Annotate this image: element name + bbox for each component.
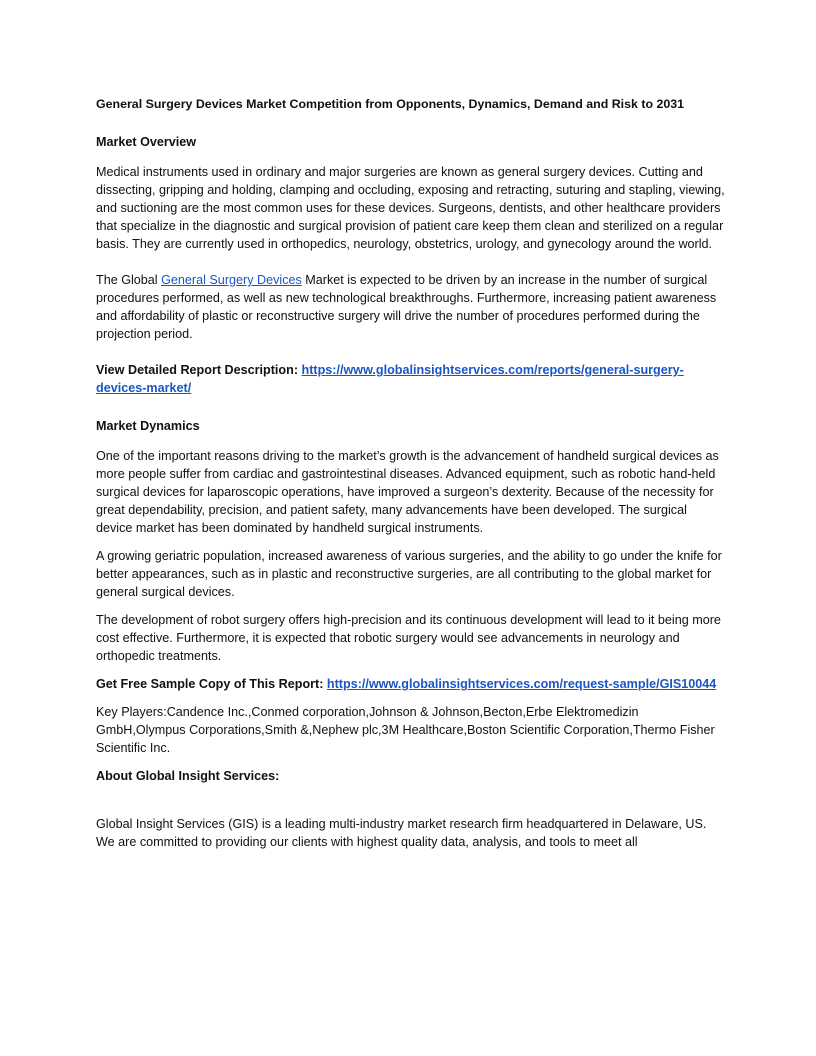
overview-p2-before: The Global bbox=[96, 273, 162, 287]
market-overview-heading: Market Overview bbox=[96, 135, 197, 149]
sample-copy-link[interactable]: https://www.globalinsightservices.com/request-sample/GIS10044 bbox=[326, 677, 717, 691]
report-description-link[interactable]: https://www.globalinsightservices.com/reports/general-surgery-devices-market/ bbox=[96, 363, 684, 395]
key-players-paragraph: Key Players:Candence Inc.,Conmed corporation,Johnson & Johnson,Becton,Erbe Elektromedizin GmbH,Olympus Corporations,Smith &,Nephew plc,3M Healthcare,Boston Scientific Corporation,Thermo Fisher Scientific Inc. bbox=[96, 705, 715, 755]
overview-paragraph-1: Medical instruments used in ordinary and major surgeries are known as general surgery devices. Cutting and dissecting, gripping and holding, clamping and occluding, exposing and retracting, suturing and stapling, viewing, and suctioning are the most common uses for these devices. Surgeons, dentists, and other healthcare providers that specialize in the diagnostic and surgical provision of patient care keep them clean and sterilized on a regular basis. They are currently used in orthopedics, neurology, obstetrics, urology, and gynecology around the world. bbox=[96, 165, 725, 251]
about-heading: About Global Insight Services: bbox=[96, 769, 280, 783]
report-description-line bbox=[96, 361, 726, 397]
about-paragraph-1: Global Insight Services (GIS) is a leading multi-industry market research firm headquartered in Delaware, US. We are committed to providing our clients with highest quality data, analysis, and tools to meet all bbox=[96, 817, 707, 849]
general-surgery-devices-link[interactable]: General Surgery Devices bbox=[161, 273, 302, 287]
dynamics-paragraph-1: One of the important reasons driving to the market’s growth is the advancement of handheld surgical devices as more people suffer from cardiac and gastrointestinal diseases. Advanced equipment, such as robotic hand-held surgical devices for laparoscopic operations, have improved a surgeon’s dexterity. Because of the necessity for great dependability, precision, and patient safety, many advancements have been developed. The surgical device market has been dominated by handheld surgical instruments. bbox=[96, 449, 719, 535]
dynamics-paragraph-3: The development of robot surgery offers high-precision and its continuous development will lead to it being more cost effective. Furthermore, it is expected that robotic surgery would see advancements in neurology and orthopedic treatments. bbox=[96, 613, 721, 663]
document-title: General Surgery Devices Market Competition from Opponents, Dynamics, Demand and Risk to 2031 bbox=[96, 97, 685, 111]
market-dynamics-heading: Market Dynamics bbox=[96, 419, 200, 433]
document-page bbox=[96, 95, 726, 861]
sample-copy-line bbox=[96, 675, 726, 693]
dynamics-paragraph-2: A growing geriatric population, increased awareness of various surgeries, and the ability to go under the knife for better appearances, such as in plastic and reconstructive surgeries, are all contributing to the global market for general surgical devices. bbox=[96, 549, 722, 599]
report-description-label: View Detailed Report Description: bbox=[96, 363, 302, 377]
overview-p2-after: Market is expected to be driven by an increase in the number of surgical procedures performed, as well as new technological breakthroughs. Furthermore, increasing patient awareness and affordability of plastic or reconstructive surgery will drive the number of procedures performed during the projection period. bbox=[96, 273, 717, 341]
sample-copy-label: Get Free Sample Copy of This Report: bbox=[96, 677, 327, 691]
overview-paragraph-2 bbox=[96, 271, 726, 343]
